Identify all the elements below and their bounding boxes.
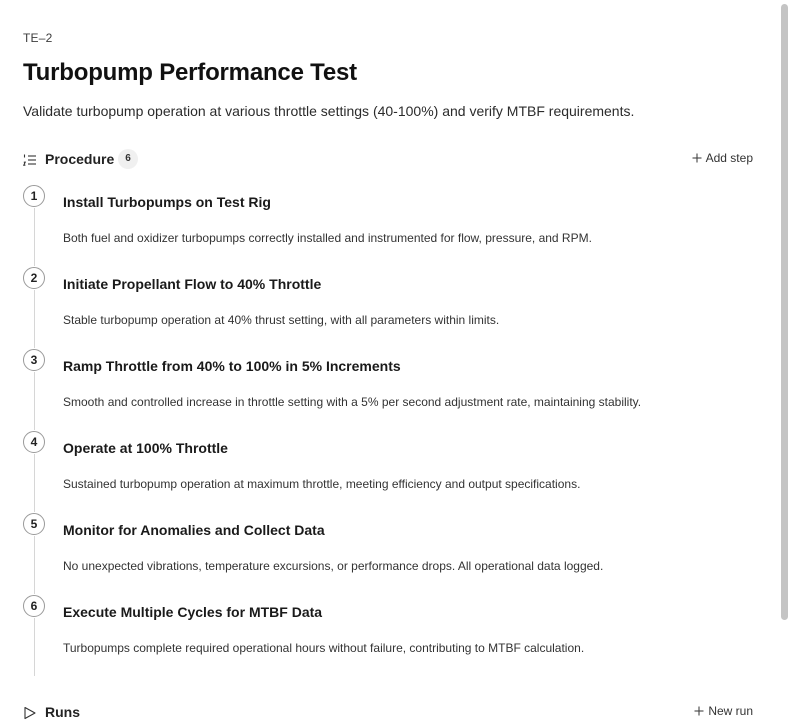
runs-header (23, 702, 755, 724)
step-connector (34, 536, 35, 594)
plus-icon (694, 706, 704, 716)
step-item[interactable] (23, 348, 755, 430)
step-item[interactable] (23, 266, 755, 348)
step-count-badge: 6 (118, 149, 138, 169)
step-item[interactable] (23, 594, 755, 676)
step-title: Install Turbopumps on Test Rig (63, 194, 271, 210)
step-connector (34, 618, 35, 676)
step-connector (34, 208, 35, 266)
step-number: 1 (23, 185, 45, 207)
step-expected-result: Stable turbopump operation at 40% thrust setting, with all parameters within limits. (63, 313, 500, 327)
step-title: Execute Multiple Cycles for MTBF Data (63, 604, 323, 620)
step-number: 2 (23, 267, 45, 289)
play-icon (23, 706, 37, 720)
vertical-scrollbar[interactable] (781, 4, 788, 620)
step-expected-result: Smooth and controlled increase in throttle setting with a 5% per second adjustment rate, maintaining stability. (63, 395, 642, 409)
step-item[interactable] (23, 184, 755, 266)
procedure-title: Procedure (45, 151, 115, 167)
step-number: 3 (23, 349, 45, 371)
test-id: TE–2 (23, 31, 53, 45)
list-ordered-icon (23, 153, 37, 167)
step-number: 6 (23, 595, 45, 617)
procedure-steps (23, 184, 755, 676)
procedure-header (23, 149, 755, 171)
new-run-label: New run (708, 704, 753, 718)
plus-icon (692, 153, 702, 163)
page-title: Turbopump Performance Test (23, 59, 357, 86)
step-title: Initiate Propellant Flow to 40% Throttle (63, 276, 322, 292)
add-step-label: Add step (705, 151, 753, 165)
step-connector (34, 454, 35, 512)
step-expected-result: Turbopumps complete required operational hours without failure, contributing to MTBF calculation. (63, 641, 585, 655)
step-connector (34, 372, 35, 430)
step-item[interactable] (23, 512, 755, 594)
test-description: Validate turbopump operation at various throttle settings (40-100%) and verify MTBF requirements. (23, 103, 635, 119)
step-number: 4 (23, 431, 45, 453)
step-expected-result: Sustained turbopump operation at maximum throttle, meeting efficiency and output specifications. (63, 477, 581, 491)
runs-title: Runs (45, 704, 80, 720)
step-connector (34, 290, 35, 348)
step-title: Operate at 100% Throttle (63, 440, 228, 456)
step-item[interactable] (23, 430, 755, 512)
step-expected-result: No unexpected vibrations, temperature excursions, or performance drops. All operational data logged. (63, 559, 604, 573)
step-expected-result: Both fuel and oxidizer turbopumps correctly installed and instrumented for flow, pressure, and RPM. (63, 231, 592, 245)
add-step-button[interactable] (692, 151, 753, 165)
step-number: 5 (23, 513, 45, 535)
step-title: Monitor for Anomalies and Collect Data (63, 522, 325, 538)
step-title: Ramp Throttle from 40% to 100% in 5% Increments (63, 358, 401, 374)
